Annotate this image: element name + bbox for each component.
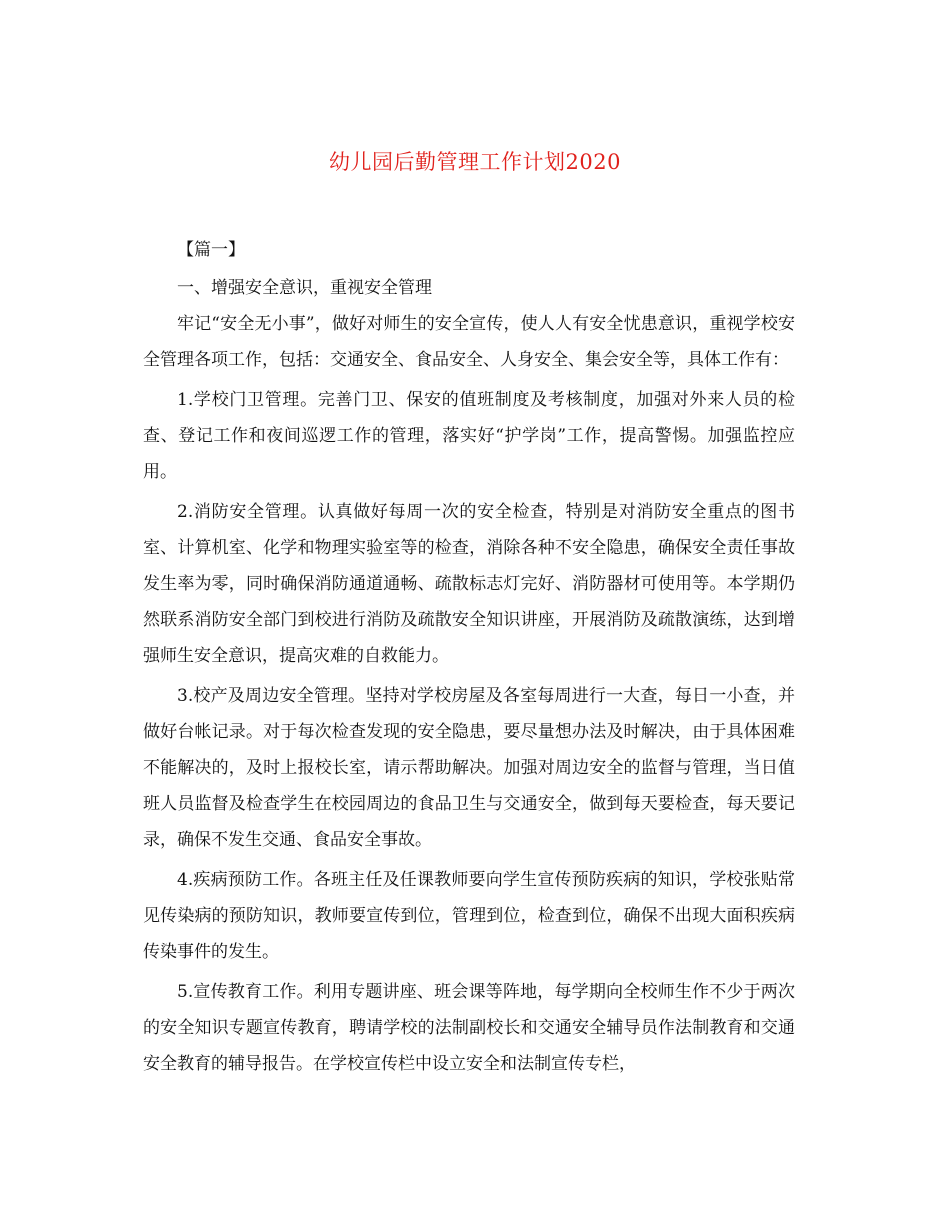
section-heading: 一、增强安全意识，重视安全管理 [177, 278, 432, 298]
section-label: 【篇一】 [177, 240, 245, 260]
paragraph-item-1: 1.学校门卫管理。完善门卫、保安的值班制度及考核制度，加强对外来人员的检查、登记工作和夜间巡逻工作的管理，落实好“护学岗”工作，提高警惕。加强监控应用。 [143, 390, 795, 482]
paragraph-item-3: 3.校产及周边安全管理。坚持对学校房屋及各室每周进行一大查，每日一小查，并做好台帐记录。对于每次检查发现的安全隐患，要尽量想办法及时解决，由于具体困难不能解决的，及时上报校长室，请示帮助解决。加强对周边安全的监督与管理，当日值班人员监督及检查学生在校园周边的食品卫生与交通安全，做到每天要检查，每天要记录，确保不发生交通、食品安全事故。 [143, 686, 795, 850]
document-body [143, 232, 795, 1082]
paragraph-item-4: 4.疾病预防工作。各班主任及任课教师要向学生宣传预防疾病的知识，学校张贴常见传染病的预防知识，教师要宣传到位，管理到位，检查到位，确保不出现大面积疾病传染事件的发生。 [143, 870, 795, 962]
paragraph-item-2: 2.消防安全管理。认真做好每周一次的安全检查，特别是对消防安全重点的图书室、计算机室、化学和物理实验室等的检查，消除各种不安全隐患，确保安全责任事故发生率为零，同时确保消防通道通畅、疏散标志灯完好、消防器材可使用等。本学期仍然联系消防安全部门到校进行消防及疏散安全知识讲座，开展消防及疏散演练，达到增强师生安全意识，提高灾难的自救能力。 [143, 502, 795, 666]
paragraph-item-5: 5.宣传教育工作。利用专题讲座、班会课等阵地，每学期向全校师生作不少于两次的安全知识专题宣传教育，聘请学校的法制副校长和交通安全辅导员作法制教育和交通安全教育的辅导报告。在学校宣传栏中设立安全和法制宣传专栏， [143, 982, 795, 1074]
paragraph-intro: 牢记“安全无小事”，做好对师生的安全宣传，使人人有安全忧患意识，重视学校安全管理各项工作，包括：交通安全、食品安全、人身安全、集会安全等，具体工作有： [143, 314, 795, 370]
document-title: 幼儿园后勤管理工作计划2020 [329, 150, 621, 174]
